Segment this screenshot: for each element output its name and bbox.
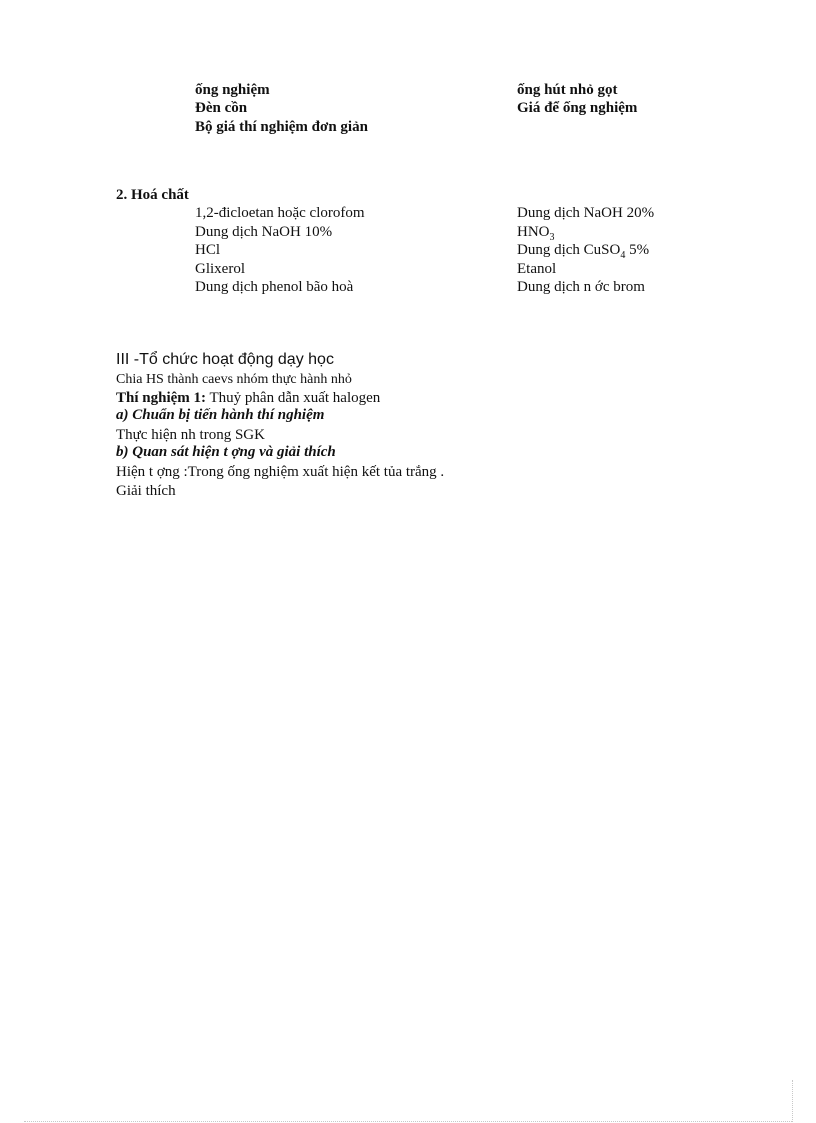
experiment-1-text: Thuỷ phân dẫn xuất halogen [206, 390, 381, 406]
chemical-left-3: HCl [195, 242, 221, 258]
experiment-1-label: Thí nghiệm 1: [116, 390, 207, 406]
explanation-label: Giải thích [116, 483, 176, 499]
equipment-left-3: Bộ giá thí nghiệm đơn giản [195, 119, 368, 135]
equipment-left-2: Đèn cồn [195, 100, 248, 116]
hno3-subscript: 3 [549, 232, 555, 243]
cuso4-subscript: 4 [620, 250, 626, 261]
page-bottom-border [24, 1121, 792, 1122]
section3-intro: Chia HS thành caevs nhóm thực hành nhỏ [116, 372, 352, 387]
subheading-a-text: Thực hiện nh trong SGK [116, 427, 265, 443]
chemical-left-4: Glixerol [195, 261, 245, 277]
equipment-right-1: ống hút nhỏ gọt [517, 82, 618, 98]
chemical-left-5: Dung dịch phenol bão hoà [195, 279, 354, 295]
subheading-b: b) Quan sát hiện t ợng và giải thích [116, 444, 336, 460]
section3-heading: III -Tổ chức hoạt động dạy học [116, 351, 334, 368]
chemical-right-1: Dung dịch NaOH 20% [517, 205, 655, 221]
subheading-b-text: Hiện t ợng :Trong ống nghiệm xuất hiện kết tủa trắng . [116, 464, 445, 480]
equipment-right-2: Giá để ống nghiệm [517, 100, 638, 116]
subheading-a: a) Chuẩn bị tiến hành thí nghiệm [116, 407, 325, 423]
chemical-left-2: Dung dịch NaOH 10% [195, 224, 333, 240]
chemical-left-1: 1,2-đicloetan hoặc clorofom [195, 205, 365, 221]
equipment-left-1: ống nghiệm [195, 82, 270, 98]
page-right-border [792, 1080, 793, 1122]
cuso4-base: Dung dịch CuSO [517, 242, 621, 258]
chemicals-heading: 2. Hoá chất [116, 187, 189, 203]
hno3-base: HNO [517, 224, 550, 240]
cuso4-suffix: 5% [625, 242, 650, 258]
chemical-right-4: Etanol [517, 261, 557, 277]
chemical-right-5: Dung dịch n ớc brom [517, 279, 645, 295]
